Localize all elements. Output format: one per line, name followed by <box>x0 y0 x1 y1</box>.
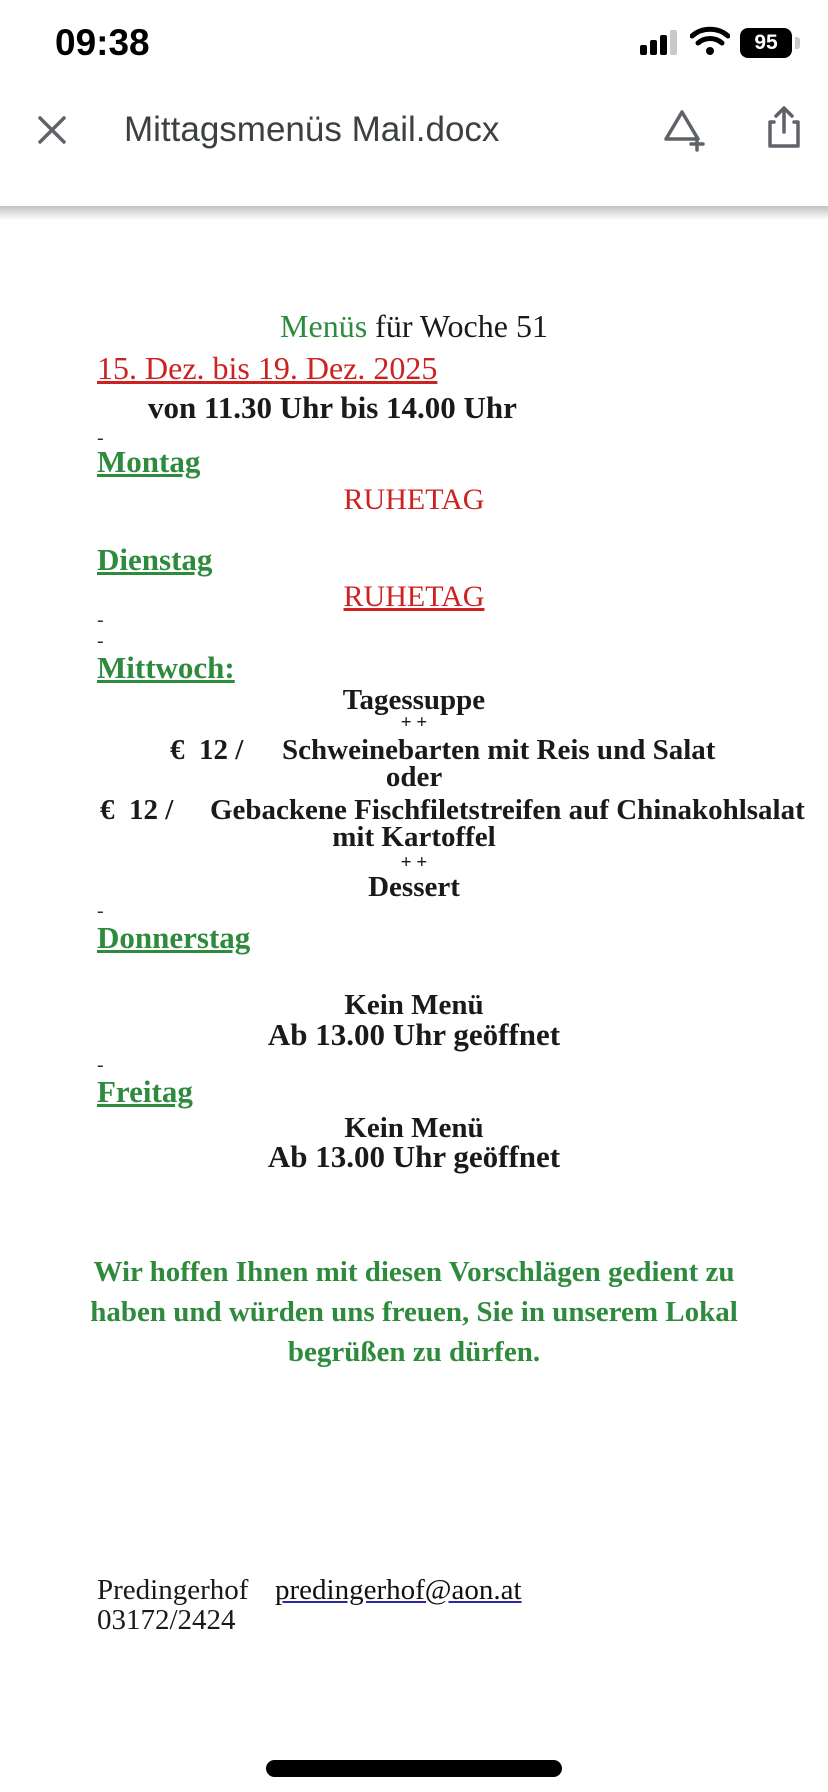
drive-add-icon <box>656 143 708 160</box>
app-bar <box>0 90 828 206</box>
battery-tip <box>795 37 800 49</box>
separator-dash: - <box>97 427 104 449</box>
cellular-signal-icon <box>640 26 680 61</box>
add-to-drive-button[interactable] <box>656 104 708 156</box>
wifi-icon <box>690 26 730 61</box>
menu-week-title-highlight: Menüs <box>280 308 368 344</box>
dienstag-status: RUHETAG <box>343 580 485 613</box>
share-button[interactable] <box>758 102 810 154</box>
footer-email-link[interactable]: predingerhof@aon.at <box>275 1574 522 1606</box>
day-heading-montag: Montag <box>97 444 201 479</box>
home-indicator[interactable] <box>266 1760 562 1777</box>
menu-item-2-continued: mit Kartoffel <box>332 821 496 853</box>
menu-item-2-price: € 12 / <box>100 794 174 826</box>
opening-hours: von 11.30 Uhr bis 14.00 Uhr <box>148 390 517 425</box>
menu-week-title-rest: für Woche 51 <box>367 308 548 344</box>
app-bar-shadow <box>0 206 828 220</box>
separator-dash: - <box>97 900 104 922</box>
document-title: Mittagsmenüs Mail.docx <box>124 110 500 149</box>
menu-item-1-dish: Schweinebarten mit Reis und Salat <box>282 734 716 766</box>
menu-or-separator: oder <box>385 761 443 793</box>
day-heading-freitag: Freitag <box>97 1074 193 1109</box>
day-heading-mittwoch: Mittwoch: <box>97 650 235 685</box>
separator-dash: - <box>97 609 104 631</box>
status-time: 09:38 <box>55 22 150 63</box>
battery-percent: 95 <box>754 31 778 54</box>
menu-item-2-dish: Gebackene Fischfiletstreifen auf Chinakohlsalat <box>210 794 805 826</box>
status-bar <box>0 0 828 90</box>
footer-phone: 03172/2424 <box>97 1604 236 1636</box>
menu-soup: Tagessuppe <box>342 684 486 716</box>
donnerstag-open-from: Ab 13.00 Uhr geöffnet <box>267 1017 561 1052</box>
menu-plus-separator: + + <box>400 852 428 873</box>
day-heading-dienstag: Dienstag <box>97 542 213 577</box>
menu-dessert: Dessert <box>368 871 460 903</box>
close-button[interactable] <box>30 108 74 152</box>
menu-week-title <box>0 306 828 346</box>
montag-status: RUHETAG <box>343 483 485 516</box>
close-icon <box>30 139 74 156</box>
menu-item-1-price: € 12 / <box>170 734 244 766</box>
status-icons <box>640 26 800 60</box>
menu-plus-separator: + + <box>400 712 428 733</box>
separator-dash: - <box>97 630 104 652</box>
freitag-open-from: Ab 13.00 Uhr geöffnet <box>267 1139 561 1174</box>
separator-dash: - <box>97 1054 104 1076</box>
freitag-no-menu: Kein Menü <box>344 1112 484 1144</box>
donnerstag-no-menu: Kein Menü <box>344 989 484 1021</box>
footer-business-name: Predingerhof <box>97 1574 249 1606</box>
day-heading-donnerstag: Donnerstag <box>97 920 251 955</box>
battery-icon <box>740 28 792 58</box>
date-range: 15. Dez. bis 19. Dez. 2025 <box>97 350 438 386</box>
share-icon <box>758 141 810 158</box>
closing-message: Wir hoffen Ihnen mit diesen Vorschlägen gedient zu haben und würden uns freuen, Sie in unserem Lokal begrüßen zu dürfen. <box>90 1256 738 1368</box>
